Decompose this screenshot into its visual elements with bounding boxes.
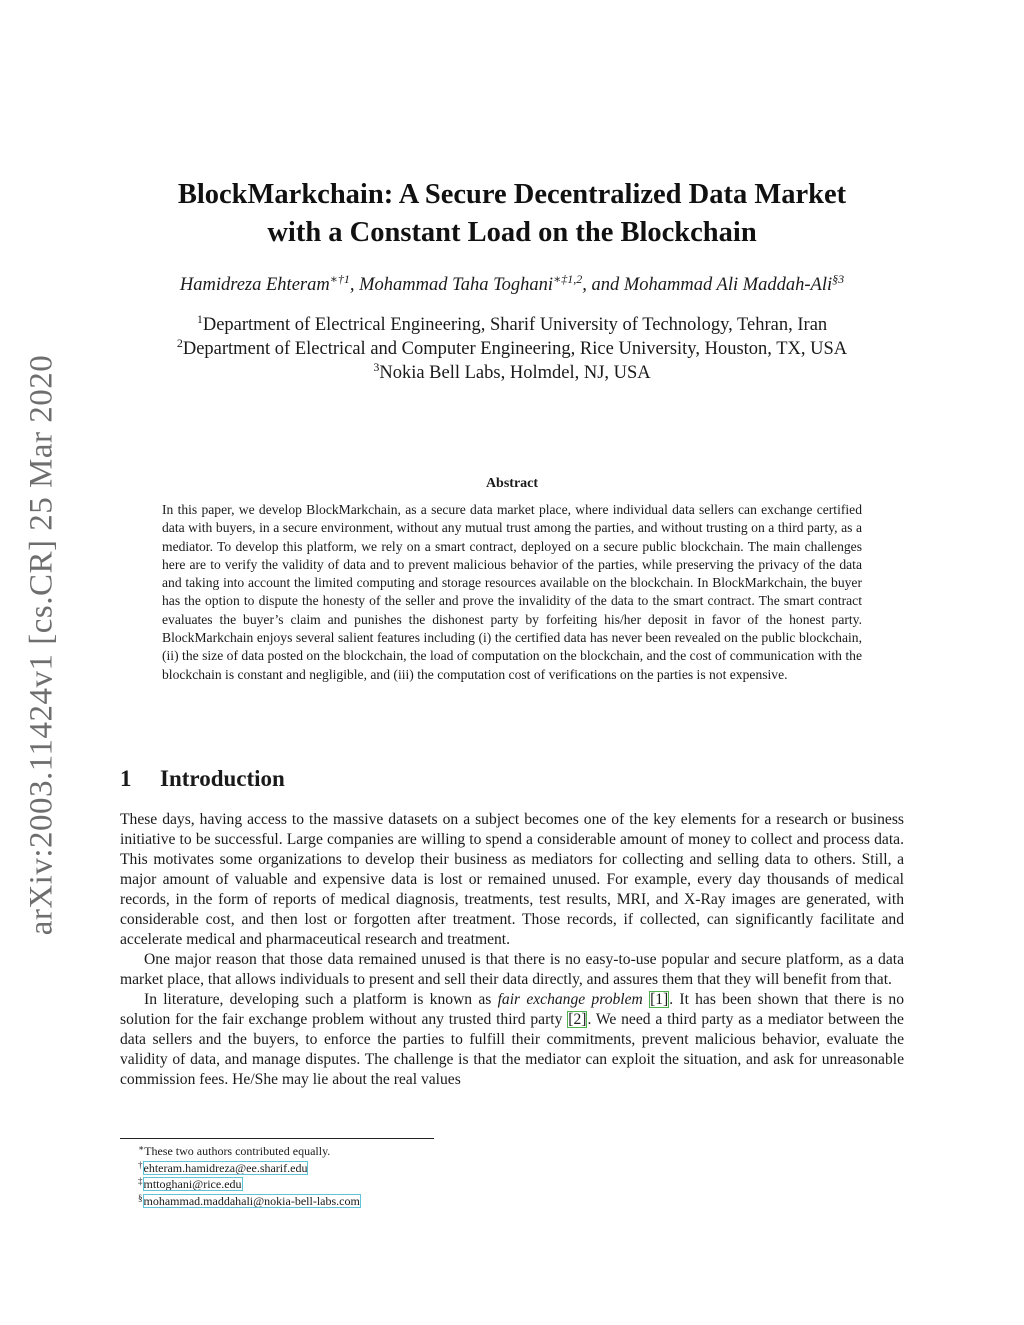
affiliation-number: 3: [373, 360, 380, 374]
paragraph: These days, having access to the massive datasets on a subject becomes one of the key elements for a research or business initiative to be successful. Large companies are willing to spend a considerable amount of money to collect and process data. This motivates some organizations to develop their business as mediators for collecting and selling data to others. Still, a major amount of valuable and expensive data is lost or remained unused. For example, every day thousands of medical records, in the form of reports of medical diagnosis, treatments, test results, MRI, and X-Ray images are generated, with considerable cost, and then lost or forgotten after treatment. Those records, if collected, can significantly facilitate and accelerate medical and pharmaceutical research and treatment.: [120, 811, 904, 948]
author-affiliation-mark: ∗†1: [329, 272, 350, 286]
affiliation-list: [100, 313, 924, 385]
affiliation-number: 2: [176, 336, 183, 350]
section-number: 1: [120, 766, 132, 791]
email-link[interactable]: mttoghani@rice.edu: [143, 1177, 242, 1191]
affiliation-item: [100, 361, 924, 385]
abstract-text: In this paper, we develop BlockMarkchain, as a secure data market place, where individual data sellers can exchange certified data with buyers, in a secure environment, without any mutual trust among the parties, and without trusting on a third party, as a mediator. To develop this platform, we rely on a smart contract, deployed on a secure public blockchain. The main challenges here are to verify the validity of data and to prevent malicious behavior of the parties, while preserving the privacy of the data and taking into account the limited computing and storage resources available on the blockchain. In BlockMarkchain, the buyer has the option to dispute the honesty of the seller and prove the invalidity of the data to the smart contract. The smart contract evaluates the buyer’s claim and punishes the dishonest party by forfeiting his/her deposit in favor of the honest party. BlockMarkchain enjoys several salient features including (i) the certified data has never been revealed on the public blockchain, (ii) the size of data posted on the blockchain, the load of computation on the blockchain, and the cost of communication with the blockchain is constant and negligible, and (iii) the computation cost of verifications on the parties is not expensive.: [162, 502, 862, 682]
abstract-heading: Abstract: [485, 476, 539, 491]
paragraph-text: . We need a third party as a mediator between the data sellers and the buyers, to enforce the parties to fulfill their commitments, prevent malicious behavior, evaluate the validity of data, and manage disputes. The challenge is that the mediator can exploit the situation, and ask for unreasonable commission fees. He/She may lie about the real values: [120, 1011, 904, 1088]
author-list: [100, 272, 924, 298]
footnote: [138, 1193, 361, 1210]
section-title: Introduction: [160, 766, 285, 791]
paper-title-line-2: with a Constant Load on the Blockchain: [267, 217, 757, 248]
footnote-mark: ∗: [138, 1143, 145, 1153]
footnote-mark: †: [138, 1159, 143, 1170]
email-link[interactable]: ehteram.hamidreza@ee.sharif.edu: [143, 1160, 308, 1175]
affiliation-text: Department of Electrical and Computer Engineering, Rice University, Houston, TX, USA: [182, 339, 848, 359]
affiliation-text: Nokia Bell Labs, Holmdel, NJ, USA: [379, 363, 651, 383]
footnote: [138, 1160, 361, 1177]
citation-link[interactable]: [2]: [568, 1011, 587, 1028]
author-separator: ,: [349, 275, 360, 295]
footnote: [138, 1176, 361, 1193]
footnote-list: [138, 1143, 361, 1209]
footnote-divider: [120, 1138, 434, 1139]
citation-link[interactable]: [1]: [650, 991, 669, 1008]
author-name: Hamidreza Ehteram: [179, 275, 330, 295]
paragraph-text: . It has been shown that there is no solution for the fair exchange problem without any trusted third party: [120, 991, 904, 1028]
affiliation-number: 1: [196, 312, 203, 326]
author-name: Mohammad Taha Toghani: [359, 275, 554, 295]
introduction-body: [120, 810, 904, 1090]
paragraph: [120, 990, 904, 1090]
footnote-mark: ‡: [138, 1176, 143, 1186]
footnote-text: These two authors contributed equally.: [144, 1144, 331, 1158]
paper-title: [110, 176, 914, 252]
author-affiliation-mark: §3: [832, 272, 845, 286]
author-name: Mohammad Ali Maddah-Ali: [623, 275, 833, 295]
affiliation-item: [100, 337, 924, 361]
paragraph: One major reason that those data remained unused is that there is no easy-to-use popular and secure platform, as a data market place, that allows individuals to present and sell their data directly, and assures them that they will benefit from that.: [120, 951, 904, 988]
email-link[interactable]: mohammad.maddahali@nokia-bell-labs.com: [143, 1193, 360, 1208]
arxiv-identifier-stamp: arXiv:2003.11424v1 [cs.CR] 25 Mar 2020: [23, 354, 60, 936]
paragraph-text: In literature, developing such a platform is known as: [144, 991, 498, 1008]
footnote: [138, 1143, 361, 1160]
footnote-mark: §: [138, 1192, 143, 1203]
affiliation-item: [100, 313, 924, 337]
emphasized-term: fair exchange problem: [497, 991, 643, 1008]
affiliation-text: Department of Electrical Engineering, Sharif University of Technology, Tehran, Iran: [202, 315, 828, 335]
paper-title-line-1: BlockMarkchain: A Secure Decentralized Data Market: [177, 179, 847, 210]
author-separator: , and: [582, 275, 624, 295]
section-heading-introduction: [120, 766, 285, 792]
author-affiliation-mark: ∗‡1,2: [553, 272, 583, 286]
